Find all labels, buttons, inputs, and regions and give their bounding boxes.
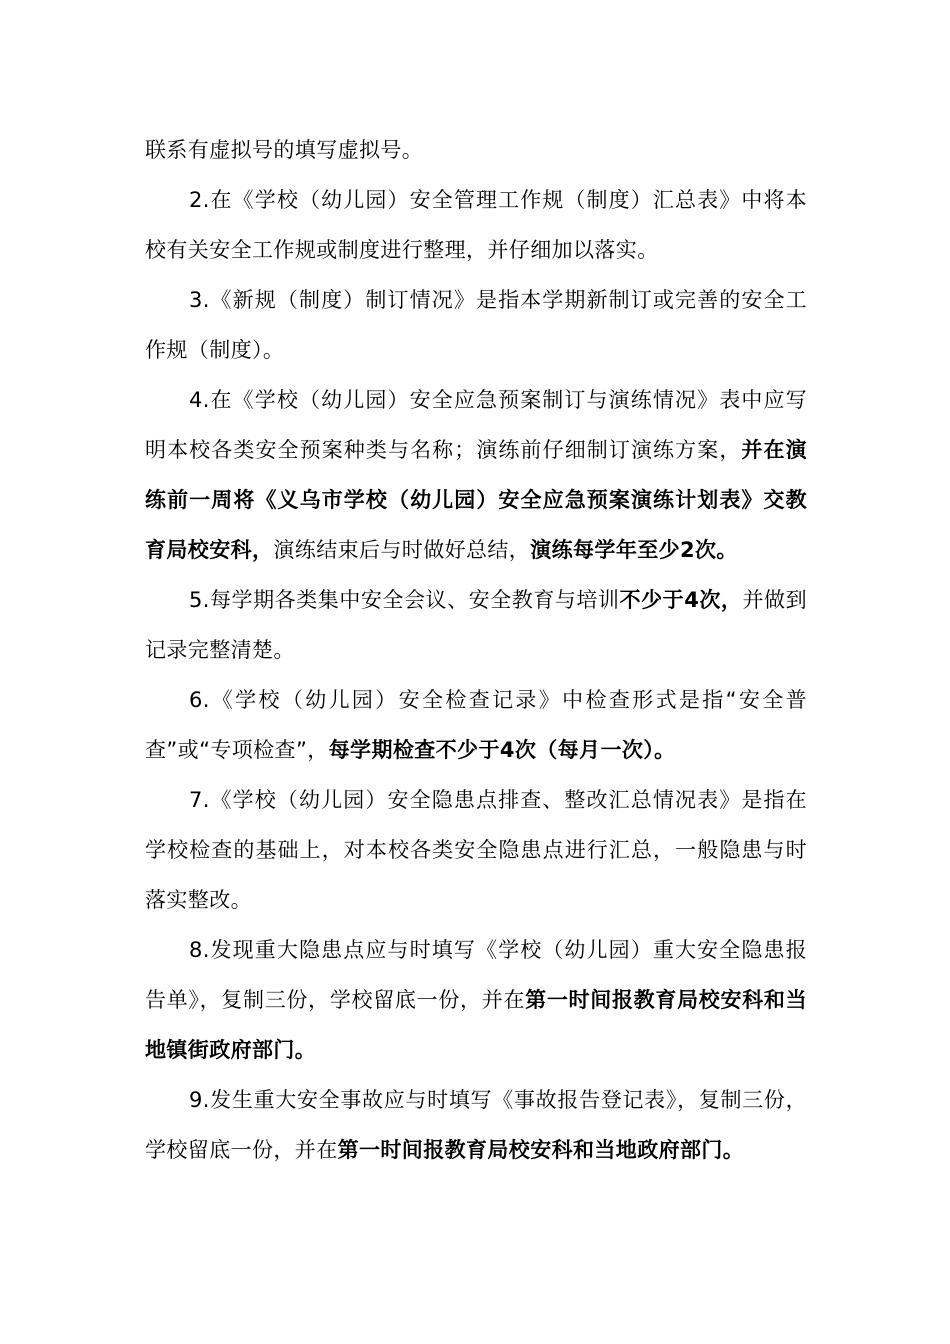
paragraph-4 — [145, 375, 807, 575]
bold-text: 第一时间报教育局校安科和当地镇街政府部门。 — [145, 988, 807, 1062]
bold-text: 不少于4次， — [619, 588, 743, 612]
paragraph-8 — [145, 925, 807, 1075]
paragraph-1 — [145, 125, 807, 175]
paragraph-text: 5.每学期各类集中安全会议、安全教育与培训 — [189, 588, 620, 612]
bold-text: 每学期检查不少于4次（每月一次）。 — [328, 738, 676, 762]
paragraph-text: 7.《学校（幼儿园）安全隐患点排查、整改汇总情况表》是指在学校检查的基础上，对本校各类安全隐患点进行汇总，一般隐患与时落实整改。 — [145, 788, 807, 912]
paragraph-text: 8.发现重大隐患点应与时填写《学校（幼儿园）重大安全隐患报告单》，复制三份，学校留底一份，并在 — [145, 938, 807, 1012]
paragraph-3 — [145, 275, 807, 375]
paragraph-text: 联系有虚拟号的填写虚拟号。 — [145, 138, 424, 162]
paragraph-9 — [145, 1075, 807, 1175]
bold-text: 并在演练前一周将《义乌市学校（幼儿园）安全应急预案演练计划表》交教育局校安科， — [145, 438, 807, 562]
paragraph-text: 9.发生重大安全事故应与时填写《事故报告登记表》，复制三份，学校留底一份，并在 — [145, 1088, 807, 1162]
paragraph-7 — [145, 775, 807, 925]
paragraph-text: 3.《新规（制度）制订情况》是指本学期新制订或完善的安全工作规（制度）。 — [145, 288, 807, 362]
bold-text: 第一时间报教育局校安科和当地政府部门。 — [337, 1138, 745, 1162]
paragraph-text: 并做到记录完整清楚。 — [145, 588, 808, 662]
document-page — [145, 125, 807, 1175]
paragraph-text: 2.在《学校（幼儿园）安全管理工作规（制度）汇总表》中将本校有关安全工作规或制度进行整理，并仔细加以落实。 — [145, 188, 807, 262]
paragraph-text: 6.《学校（幼儿园）安全检查记录》中检查形式是指“安全普查”或“专项检查”， — [145, 688, 807, 762]
paragraph-text: 4.在《学校（幼儿园）安全应急预案制订与演练情况》表中应写明本校各类安全预案种类与名称；演练前仔细制订演练方案， — [145, 388, 807, 462]
bold-text: 演练每学年至少2次。 — [530, 538, 738, 562]
paragraph-2 — [145, 175, 807, 275]
paragraph-text: 演练结束后与时做好总结， — [273, 538, 531, 562]
paragraph-5 — [145, 575, 807, 675]
paragraph-6 — [145, 675, 807, 775]
